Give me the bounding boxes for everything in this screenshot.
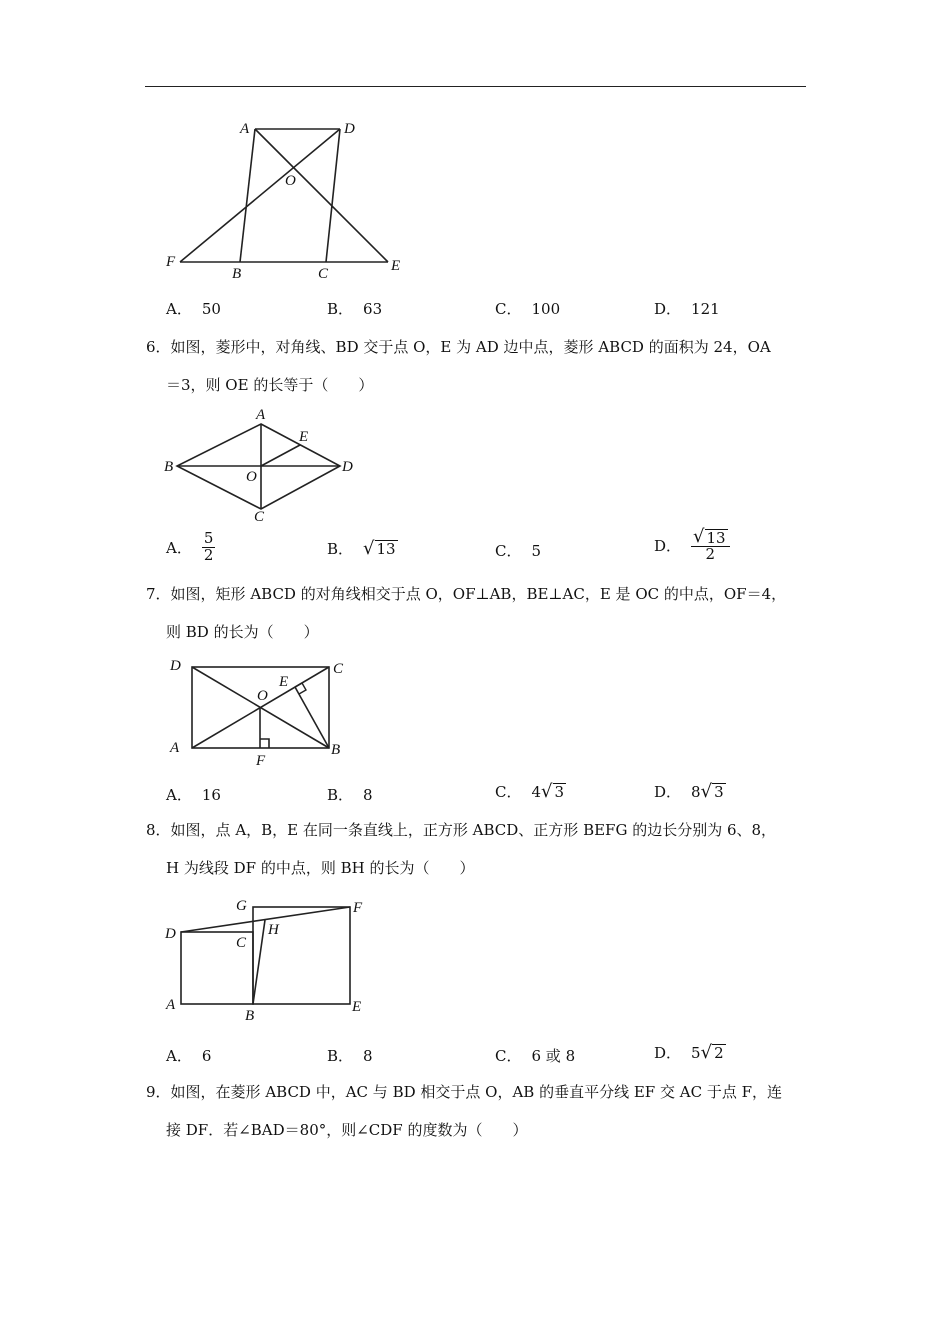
q5-option-c[interactable]: C． 100: [495, 299, 561, 318]
q6-label-e: E: [299, 429, 309, 445]
q6-label-a: A: [256, 407, 266, 423]
q7-figure: [160, 655, 360, 770]
q6-option-d[interactable]: D． √ 13 2: [654, 528, 730, 563]
q6-option-b-sqrt: √ 13: [363, 537, 396, 559]
q5-label-f: F: [166, 254, 176, 270]
q5-option-d[interactable]: D． 121: [654, 299, 720, 318]
q7-option-c[interactable]: C． 4 √ 3: [495, 780, 565, 802]
q5-label-c: C: [318, 266, 329, 282]
q8-line1: 8．如图，点 A，B，E 在同一条直线上，正方形 ABCD、正方形 BEFG 的边长分别为 6、8，: [146, 821, 777, 839]
q5-option-b[interactable]: B． 63: [327, 299, 383, 318]
q5-label-a: A: [240, 121, 250, 137]
q8-option-c[interactable]: C． 6 或 8: [495, 1047, 576, 1065]
q8-label-g: G: [236, 898, 247, 914]
q6-question: [146, 328, 816, 404]
q8-label-h: H: [268, 922, 279, 938]
q6-option-a-fraction: $\frac{5}{2}$: [203, 529, 214, 564]
q8-label-f: F: [353, 900, 363, 916]
q7-option-b[interactable]: B． 8: [327, 785, 373, 804]
q8-label-b: B: [245, 1008, 255, 1024]
q7-option-c-sqrt: √ 3: [541, 780, 565, 802]
q8-question: [146, 811, 816, 887]
q8-label-e: E: [352, 999, 362, 1015]
q5-label-d: D: [344, 121, 355, 137]
q7-option-d-sqrt: √ 3: [700, 780, 724, 802]
q9-question: [146, 1073, 816, 1149]
q6-figure: [160, 405, 370, 530]
q8-label-d: D: [165, 926, 176, 942]
q5-label-b: B: [232, 266, 242, 282]
q5-figure: [160, 115, 420, 285]
q9-line2: 接 DF．若∠BAD＝80°，则∠CDF 的度数为（ ）: [166, 1121, 528, 1139]
q6-line1: 6．如图，菱形中，对角线、BD 交于点 O，E 为 AD 边中点，菱形 ABCD 的面积为 24，OA: [146, 338, 771, 356]
q6-option-c[interactable]: C． 5: [495, 541, 542, 560]
q7-line2: 则 BD 的长为（ ）: [166, 623, 319, 641]
q8-label-c: C: [236, 935, 247, 951]
q7-line1: 7．如图，矩形 ABCD 的对角线相交于点 O，OF⊥AB，BE⊥AC，E 是 OC 的中点，OF＝4，: [146, 585, 787, 603]
q6-line2: ＝3，则 OE 的长等于（ ）: [166, 376, 374, 394]
q7-label-c: C: [333, 661, 344, 677]
q5-option-a[interactable]: A． 50: [166, 299, 221, 318]
q7-option-a[interactable]: A． 16: [166, 785, 221, 804]
q6-label-d: D: [342, 459, 353, 475]
q8-option-b[interactable]: B． 8: [327, 1046, 373, 1065]
q6-option-b[interactable]: B． √ 13: [327, 537, 396, 559]
q7-label-d: D: [170, 658, 181, 674]
q8-figure: [160, 892, 380, 1027]
q8-option-d[interactable]: D． 5 √ 2: [654, 1041, 724, 1063]
q7-label-b: B: [331, 742, 341, 758]
q5-label-e: E: [391, 258, 401, 274]
q6-label-o: O: [246, 469, 257, 485]
q7-label-o: O: [257, 688, 268, 704]
q8-label-a: A: [166, 997, 176, 1013]
header-rule: [145, 86, 806, 87]
q8-option-a[interactable]: A． 6: [166, 1046, 212, 1065]
q7-question: [146, 575, 816, 651]
q6-label-c: C: [254, 509, 265, 525]
q7-label-e: E: [279, 674, 289, 690]
q7-label-a: A: [170, 740, 180, 756]
q9-line1: 9．如图，在菱形 ABCD 中，AC 与 BD 相交于点 O，AB 的垂直平分线 EF 交 AC 于点 F，连: [146, 1083, 782, 1101]
q5-label-o: O: [285, 173, 296, 189]
q7-option-d[interactable]: D． 8 √ 3: [654, 780, 724, 802]
q8-option-d-sqrt: √ 2: [700, 1041, 724, 1063]
q6-label-b: B: [164, 459, 174, 475]
q7-label-f: F: [256, 753, 266, 769]
q6-option-a[interactable]: A． $\frac{5}{2}$: [166, 529, 214, 564]
q8-line2: H 为线段 DF 的中点，则 BH 的长为（ ）: [166, 859, 475, 877]
q6-option-d-fraction: √ 13 2: [691, 528, 730, 563]
